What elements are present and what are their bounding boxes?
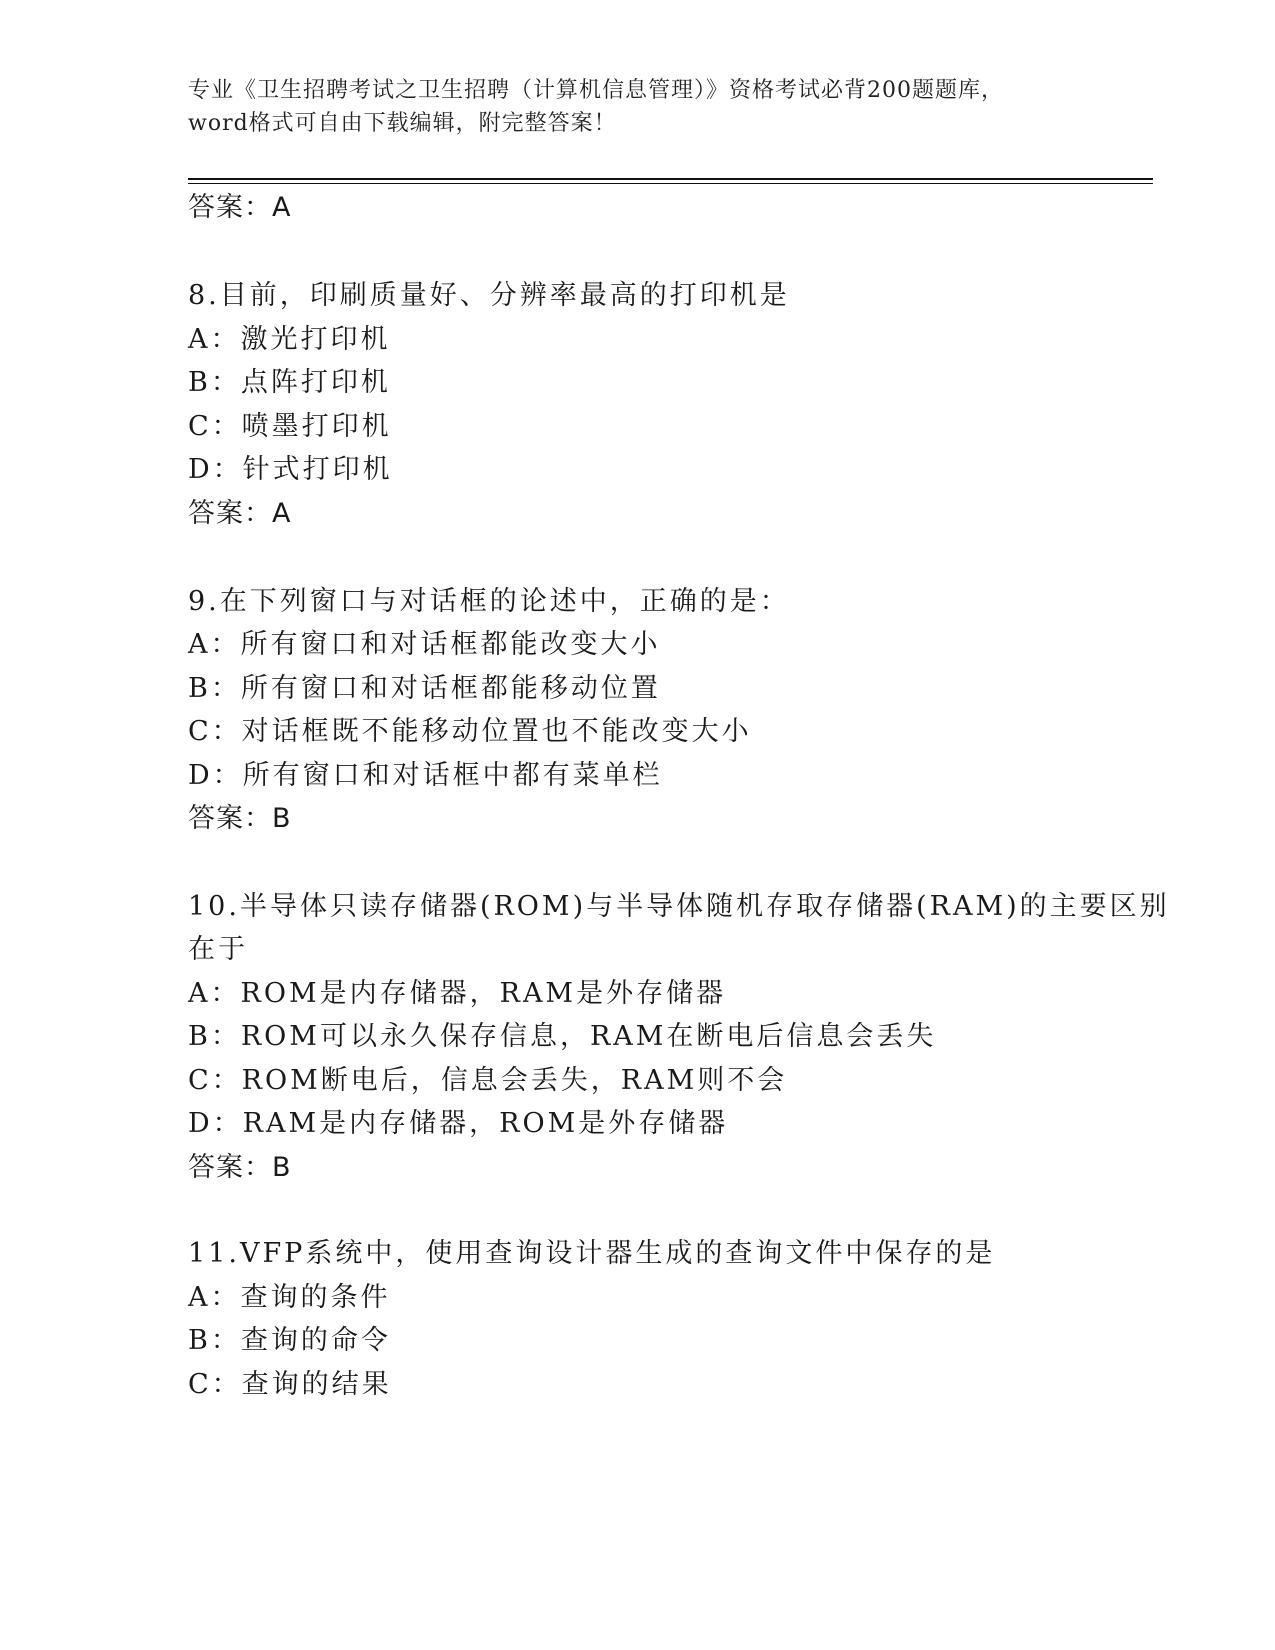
question-10-answer: 答案：B bbox=[188, 1152, 292, 1183]
question-10-option-d: D：RAM是内存储器，ROM是外存储器 bbox=[188, 1108, 729, 1139]
question-11-option-c: C：查询的结果 bbox=[188, 1369, 392, 1400]
question-8-option-a: A：激光打印机 bbox=[188, 324, 391, 355]
question-9-option-c: C：对话框既不能移动位置也不能改变大小 bbox=[188, 716, 752, 747]
header-divider bbox=[188, 178, 1153, 180]
question-10-option-b: B：ROM可以永久保存信息，RAM在断电后信息会丢失 bbox=[188, 1021, 937, 1052]
question-9-option-d: D：所有窗口和对话框中都有菜单栏 bbox=[188, 760, 663, 791]
question-8-answer: 答案：A bbox=[188, 498, 292, 529]
header-title-line2: word格式可自由下载编辑，附完整答案！ bbox=[188, 111, 617, 136]
question-9-option-b: B：所有窗口和对话框都能移动位置 bbox=[188, 673, 661, 704]
question-11-option-a: A：查询的条件 bbox=[188, 1282, 391, 1313]
question-11-text: 11.VFP系统中，使用查询设计器生成的查询文件中保存的是 bbox=[188, 1238, 996, 1269]
question-11-option-b: B：查询的命令 bbox=[188, 1325, 391, 1356]
question-8-option-b: B：点阵打印机 bbox=[188, 367, 391, 398]
question-9-option-a: A：所有窗口和对话框都能改变大小 bbox=[188, 629, 661, 660]
question-10-text: 10.半导体只读存储器(ROM)与半导体随机存取存储器(RAM)的主要区别 bbox=[188, 891, 1170, 922]
question-10-option-a: A：ROM是内存储器，RAM是外存储器 bbox=[188, 978, 727, 1009]
question-9-answer: 答案：B bbox=[188, 803, 292, 834]
header-title-line1: 专业《卫生招聘考试之卫生招聘（计算机信息管理）》资格考试必背200题题库， bbox=[188, 78, 1004, 103]
header-divider-thin bbox=[188, 183, 1153, 184]
question-10-text-continued: 在于 bbox=[188, 934, 248, 965]
previous-answer: 答案：A bbox=[188, 192, 292, 223]
question-9-text: 9.在下列窗口与对话框的论述中，正确的是： bbox=[188, 586, 790, 617]
document-header bbox=[188, 74, 1088, 140]
question-8-text: 8.目前，印刷质量好、分辨率最高的打印机是 bbox=[188, 280, 790, 311]
question-10-option-c: C：ROM断电后，信息会丢失，RAM则不会 bbox=[188, 1065, 788, 1096]
question-8-option-d: D：针式打印机 bbox=[188, 454, 393, 485]
question-8-option-c: C：喷墨打印机 bbox=[188, 411, 392, 442]
